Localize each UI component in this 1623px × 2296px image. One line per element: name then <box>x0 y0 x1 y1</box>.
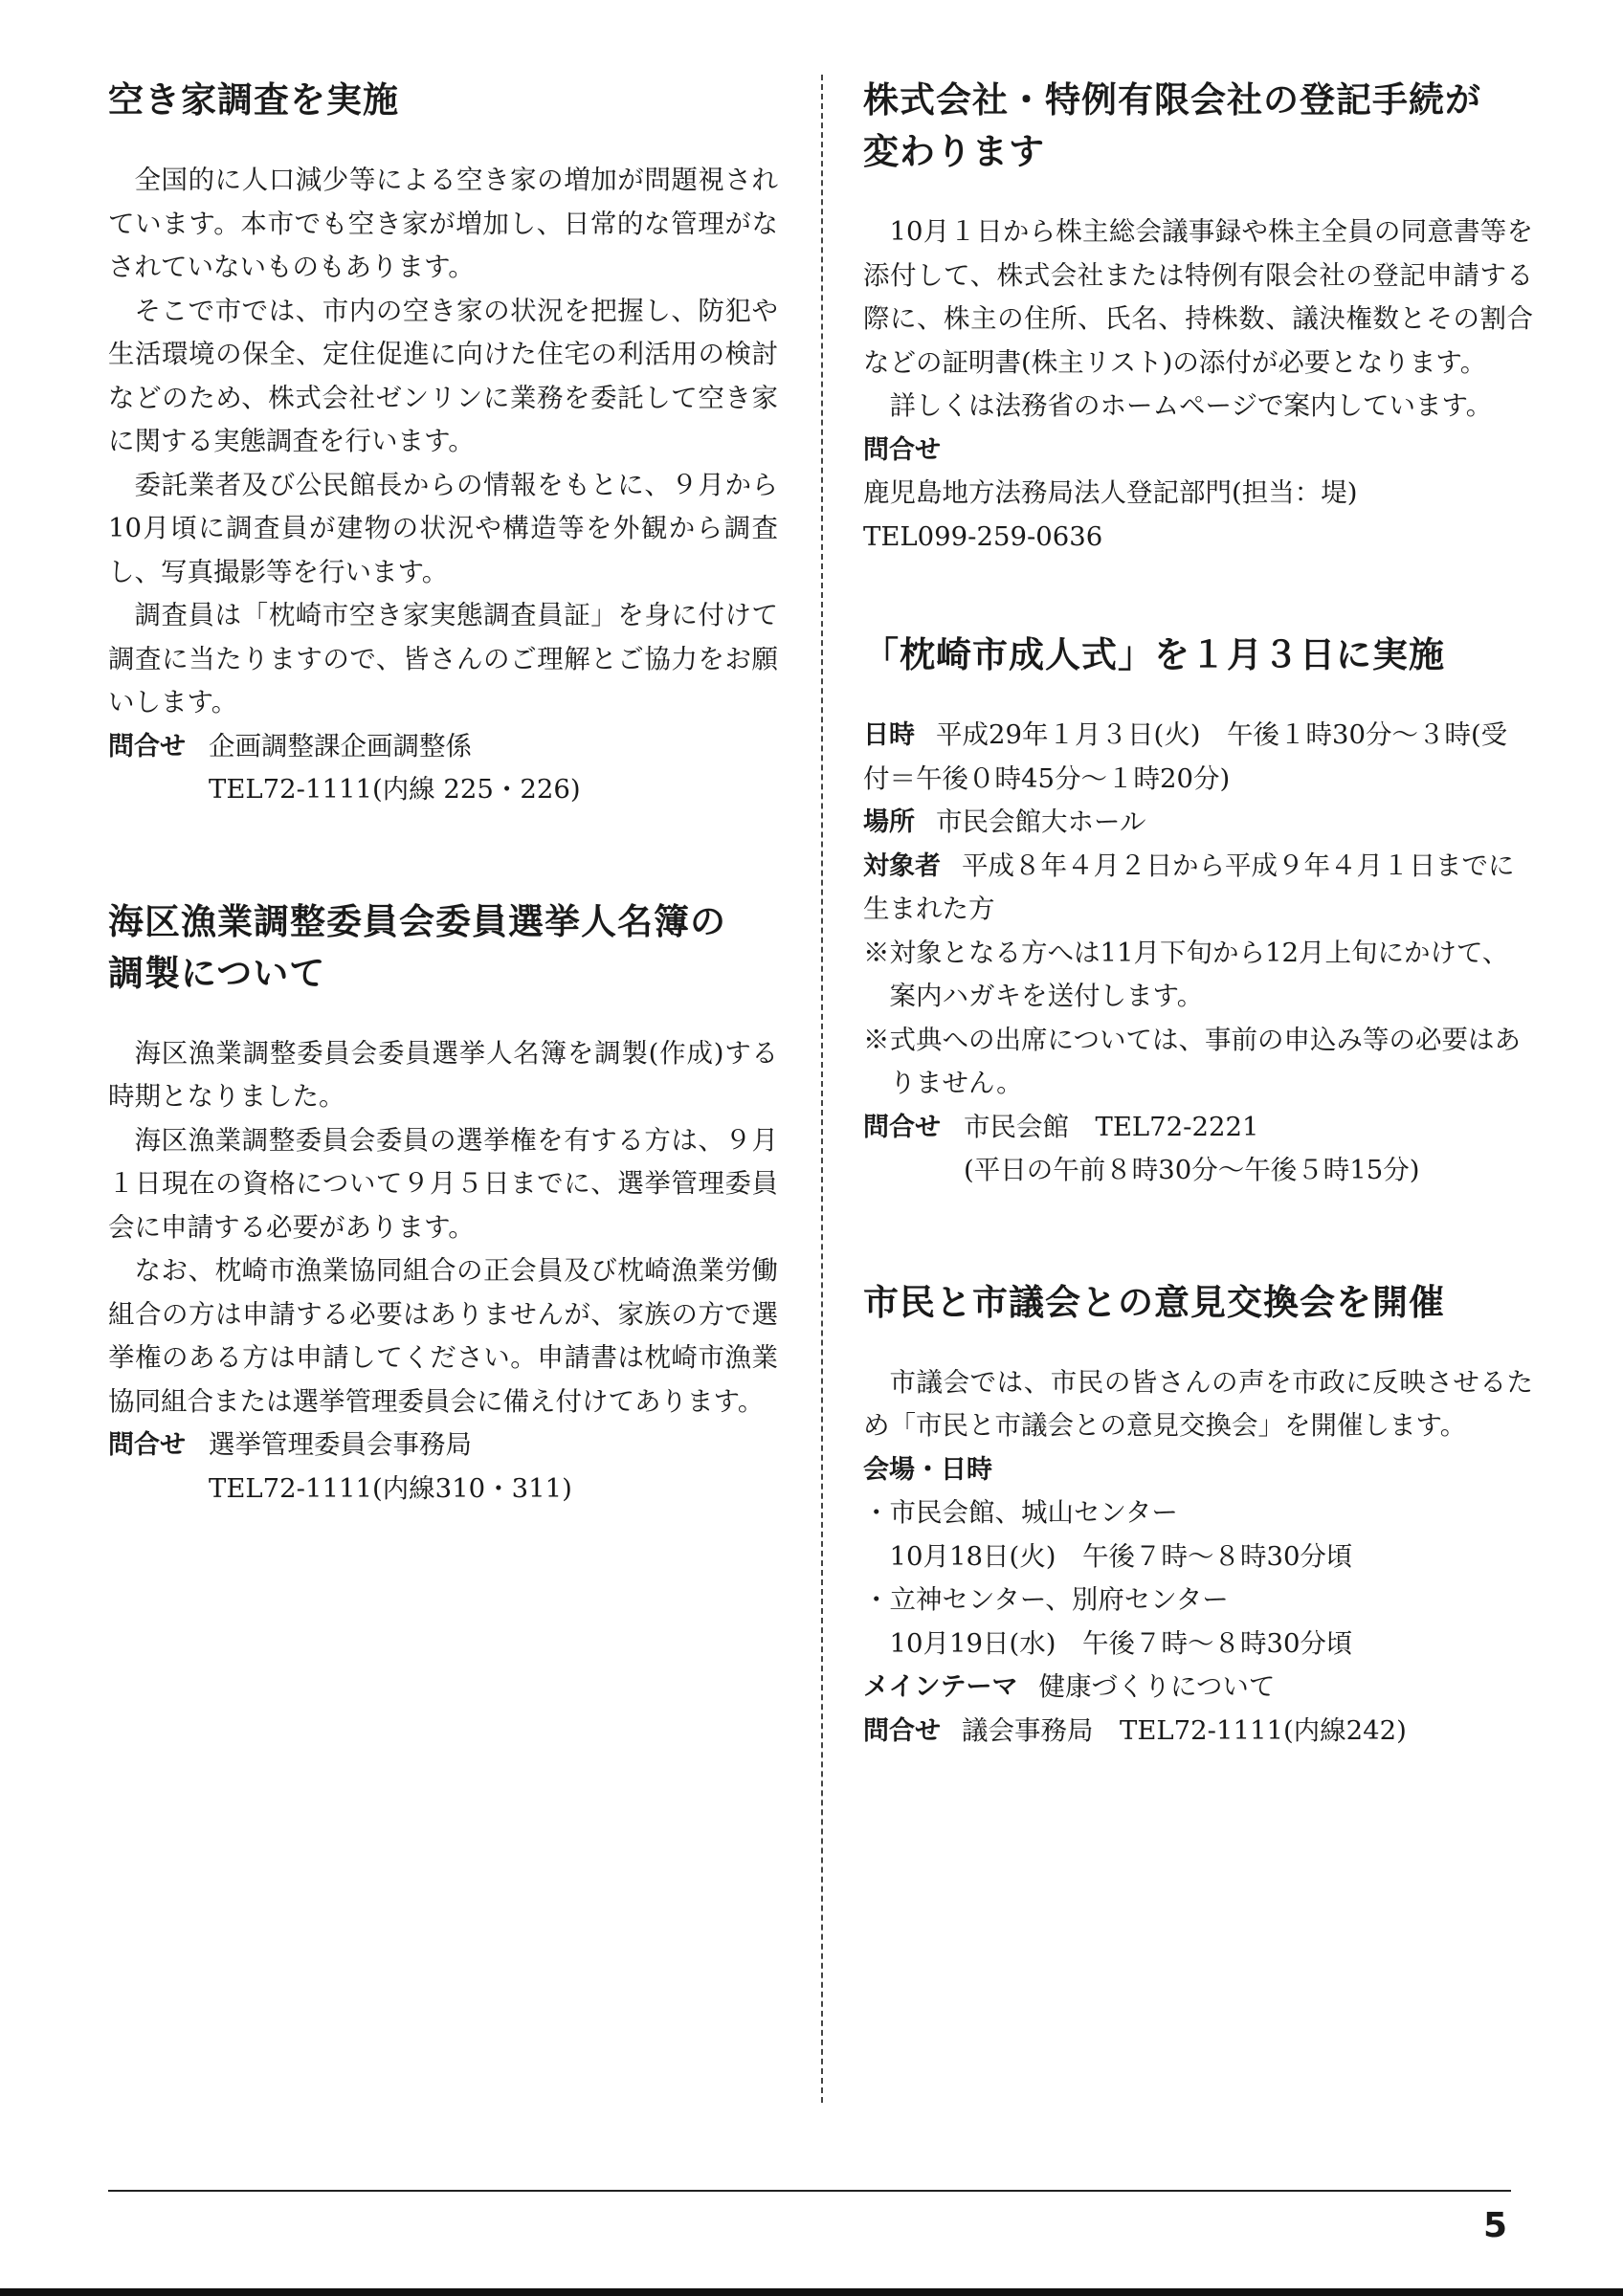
coming-of-age-ceremony-section <box>863 629 1533 1193</box>
footer-rule <box>108 2190 1511 2192</box>
paragraph: 海区漁業調整委員会委員の選挙権を有する方は、９月１日現在の資格について９月５日までに、選挙管理委員会に申請する必要があります。 <box>108 1124 778 1243</box>
company-registration-section <box>863 75 1533 559</box>
bottom-edge-bar <box>0 2288 1623 2296</box>
contact-tel: TEL72-1111(内線310・311) <box>209 1472 572 1504</box>
date-label: 日時 <box>863 720 915 750</box>
note: ※対象となる方へは11月下旬から12月上旬にかけて、案内ハガキを送付します。 <box>863 937 1509 1011</box>
contact-tel: TEL72-1111(内線 225・226) <box>209 774 581 805</box>
contact-label: 問合せ <box>108 731 186 762</box>
contact-dept: 選挙管理委員会事務局 <box>209 1429 472 1460</box>
page-number: 5 <box>1482 2206 1507 2245</box>
contact-value: 議会事務局 TEL72-1111(内線242) <box>962 1714 1407 1746</box>
contact-tel: 市民会館 TEL72-2221 <box>964 1111 1259 1142</box>
venue-time: 10月19日(水) 午後７時～８時30分頃 <box>889 1627 1353 1659</box>
paragraph: 10月１日から株主総会議事録や株主全員の同意書等を添付して、株式会社または特例有限会社の登記申請する際に、株主の住所、氏名、持株数、議決権数とその割合などの証明書(株主リスト)の添付が必要となります。 <box>863 216 1533 378</box>
contact-info <box>108 725 778 812</box>
contact-dept: 鹿児島地方法務局法人登記部門(担当：堤) <box>863 477 1358 508</box>
note: ※式典への出席については、事前の申込み等の必要はありません。 <box>863 1024 1521 1098</box>
target-label: 対象者 <box>863 850 941 881</box>
venue-time: 10月18日(火) 午後７時～８時30分頃 <box>889 1540 1353 1572</box>
contact-label: 問合せ <box>108 1430 186 1460</box>
paragraph: 全国的に人口減少等による空き家の増加が問題視されています。本市でも空き家が増加し、日常的な管理がなされていないものもあります。 <box>108 165 778 282</box>
place-label: 場所 <box>863 807 915 837</box>
paragraph: なお、枕崎市漁業協同組合の正会員及び枕崎漁業労働組合の方は申請する必要はありませんが、家族の方で選挙権のある方は申請してください。申請書は枕崎市漁業協同組合または選挙管理委員会に備え付けてあります。 <box>108 1255 778 1417</box>
paragraph: 市議会では、市民の皆さんの声を市政に反映させるため「市民と市議会との意見交換会」を開催します。 <box>863 1366 1533 1441</box>
contact-info <box>108 1424 778 1511</box>
contact-dept: 企画調整課企画調整係 <box>209 730 472 762</box>
contact-hours: (平日の午前８時30分～午後５時15分) <box>964 1155 1420 1185</box>
place-field <box>863 801 1533 845</box>
place-value: 市民会館大ホール <box>936 806 1146 837</box>
contact-tel: TEL099-259-0636 <box>863 520 1103 552</box>
venue-label: 会場・日時 <box>863 1454 992 1485</box>
date-field <box>863 714 1533 801</box>
theme-label: メインテーマ <box>863 1672 1018 1702</box>
section-title: 空き家調査を実施 <box>108 79 399 121</box>
target-value: 平成８年４月２日から平成９年４月１日までに生まれた方 <box>863 850 1515 924</box>
venue-item: ・市民会館、城山センター <box>863 1497 1178 1528</box>
contact-label: 問合せ <box>863 434 941 465</box>
citizen-council-exchange-section <box>863 1277 1533 1754</box>
section-title: 海区漁業調整委員会委員選挙人名簿の 調製について <box>108 900 726 994</box>
section-title: 株式会社・特例有限会社の登記手続が 変わります <box>863 79 1481 172</box>
paragraph: 調査員は「枕崎市空き家実態調査員証」を身に付けて調査に当たりますので、皆さんのご理解とご協力をお願いします。 <box>108 600 778 718</box>
venue-item: ・立神センター、別府センター <box>863 1584 1229 1615</box>
right-column <box>863 75 1533 1753</box>
column-divider <box>821 75 823 2103</box>
contact-label: 問合せ <box>863 1112 941 1142</box>
fishery-election-roll-section <box>108 896 778 1512</box>
left-column <box>108 75 778 1511</box>
contact-field <box>863 1710 1533 1754</box>
vacant-house-survey-section <box>108 75 778 812</box>
date-value: 平成29年１月３日(火) 午後１時30分～３時(受付＝午後０時45分～１時20分) <box>863 719 1508 794</box>
paragraph: 詳しくは法務省のホームページで案内しています。 <box>889 390 1493 421</box>
theme-value: 健康づくりについて <box>1038 1671 1276 1702</box>
paragraph: 海区漁業調整委員会委員選挙人名簿を調製(作成)する時期となりました。 <box>108 1037 778 1112</box>
theme-field <box>863 1666 1533 1710</box>
target-field <box>863 845 1533 932</box>
paragraph: そこで市では、市内の空き家の状況を把握し、防犯や生活環境の保全、定住促進に向けた住宅の利活用の検討などのため、株式会社ゼンリンに業務を委託して空き家に関する実態調査を行います。 <box>108 295 778 456</box>
section-title: 市民と市議会との意見交換会を開催 <box>863 1281 1445 1323</box>
section-title: 「枕崎市成人式」を１月３日に実施 <box>863 634 1445 675</box>
contact-info <box>863 1106 1533 1193</box>
paragraph: 委託業者及び公民館長からの情報をもとに、９月から10月頃に調査員が建物の状況や構造等を外観から調査し、写真撮影等を行います。 <box>108 469 778 587</box>
contact-label: 問合せ <box>863 1715 941 1746</box>
